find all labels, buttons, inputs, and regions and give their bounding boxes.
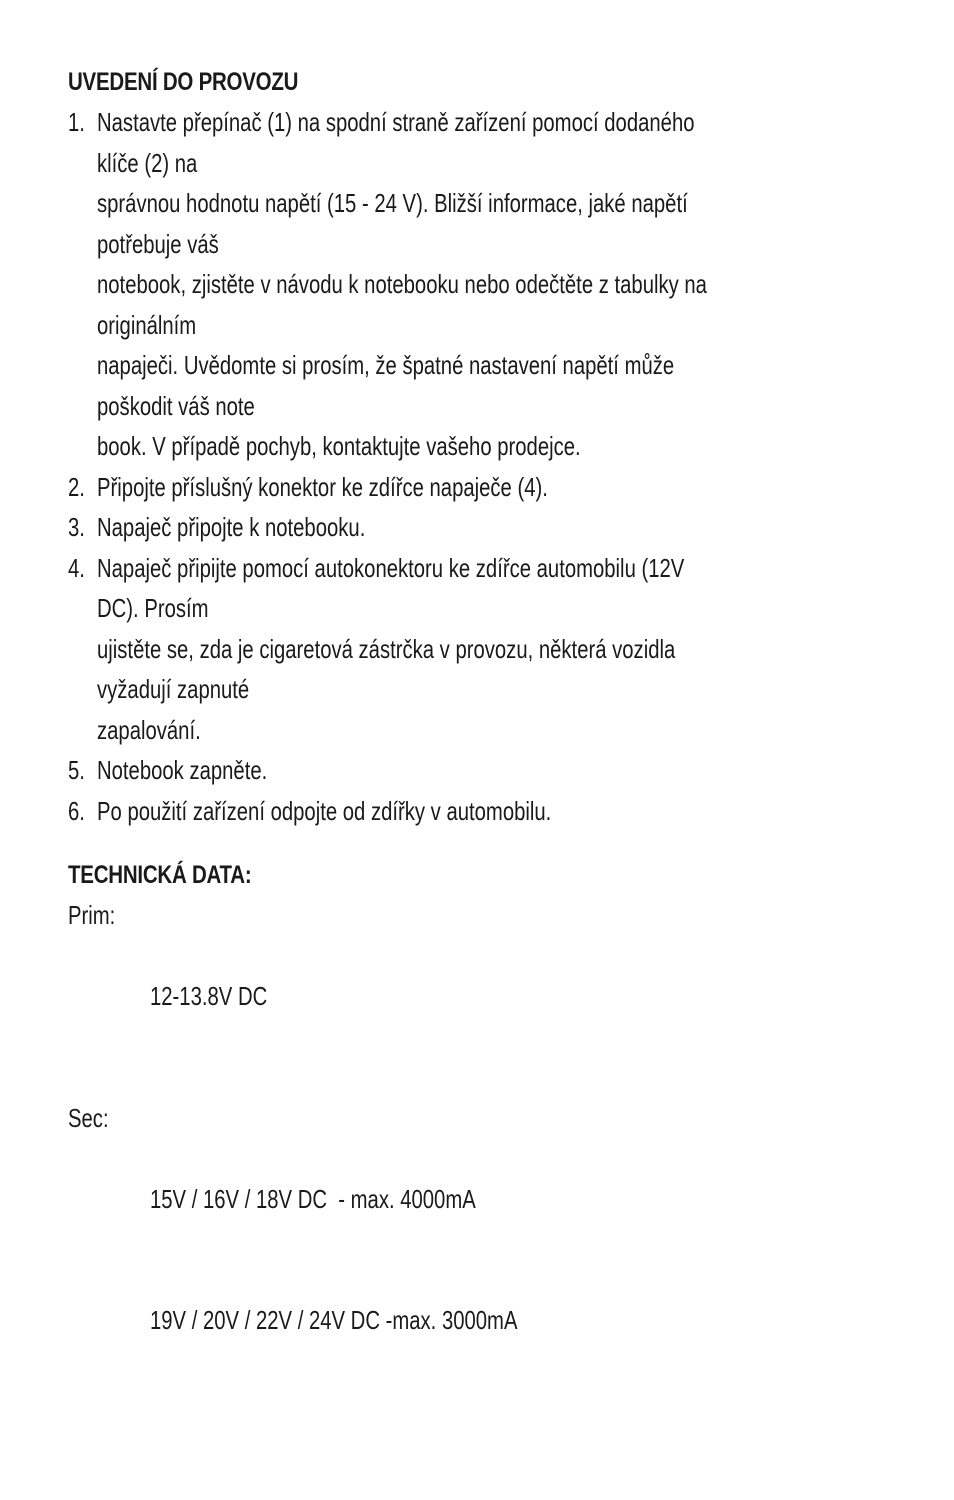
step-line: Napaječ připijte pomocí autokonektoru ke zdířce automobilu (12V DC). Prosím	[97, 552, 685, 623]
step-line: napaječi. Uvědomte si prosím, že špatné nastavení napětí může poškodit váš note	[97, 350, 675, 421]
step-text	[97, 507, 722, 548]
tech-title: TECHNICKÁ DATA:	[68, 861, 252, 889]
spec-label: Sec:	[68, 1102, 109, 1133]
spec-value: 12-13.8V DC	[150, 981, 268, 1011]
step-line: Nastavte přepínač (1) na spodní straně zařízení pomocí dodaného klíče (2) na	[97, 107, 695, 178]
step-text	[97, 750, 722, 791]
step-number: 4.	[68, 552, 85, 583]
install-steps-list	[68, 102, 898, 831]
spec-values	[150, 1098, 517, 1422]
step-text	[97, 102, 722, 467]
step-text	[97, 791, 722, 832]
step-line: zapalování.	[97, 714, 201, 745]
list-item	[68, 102, 898, 467]
step-number: 3.	[68, 512, 85, 542]
list-item	[68, 467, 898, 508]
step-text	[97, 467, 722, 508]
step-line: notebook, zjistěte v návodu k notebooku nebo odečtěte z tabulky na originálním	[97, 269, 707, 340]
step-number: 6.	[68, 795, 85, 826]
spec-value: 19V / 20V / 22V / 24V DC -max. 3000mA	[150, 1305, 518, 1335]
step-line: Připojte příslušný konektor ke zdířce napaječe (4).	[97, 471, 548, 502]
step-line: Po použití zařízení odpojte od zdířky v automobilu.	[97, 795, 552, 826]
list-item	[68, 791, 898, 832]
step-number: 5.	[68, 755, 85, 785]
spec-row-secondary	[68, 1098, 898, 1422]
install-title: UVEDENÍ DO PROVOZU	[68, 68, 299, 96]
step-line: ujistěte se, zda je cigaretová zástrčka v provozu, některá vozidla vyžadují zapnuté	[97, 633, 676, 704]
step-line: Napaječ připojte k notebooku.	[97, 512, 366, 542]
spec-values	[150, 895, 267, 1098]
step-text	[97, 548, 722, 751]
step-number: 1.	[68, 107, 85, 137]
spec-row-primary	[68, 895, 898, 1098]
list-item	[68, 750, 898, 791]
document-page	[68, 62, 898, 1422]
list-item	[68, 548, 898, 751]
step-line: book. V případě pochyb, kontaktujte vašeho prodejce.	[97, 431, 581, 461]
list-item	[68, 507, 898, 548]
step-number: 2.	[68, 471, 85, 502]
step-line: správnou hodnotu napětí (15 - 24 V). Bližší informace, jaké napětí potřebuje váš	[97, 188, 688, 259]
spec-value: 15V / 16V / 18V DC - max. 4000mA	[150, 1183, 476, 1214]
spec-label: Prim:	[68, 900, 116, 930]
step-line: Notebook zapněte.	[97, 755, 268, 785]
technical-data-section	[68, 855, 898, 1422]
